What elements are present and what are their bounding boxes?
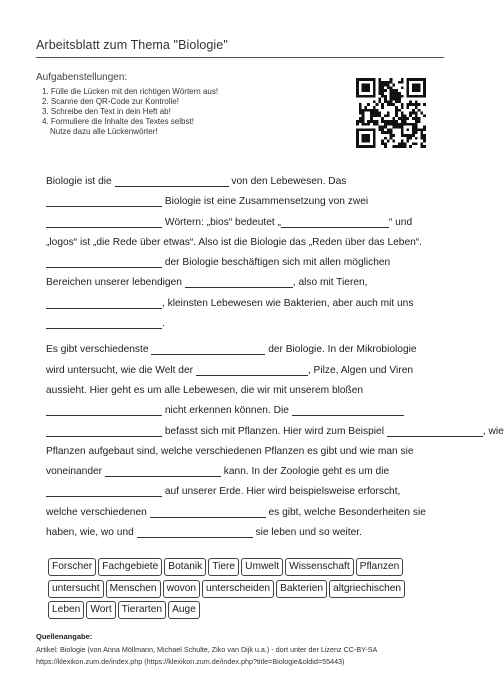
blank-field[interactable]	[137, 525, 253, 538]
blank-field[interactable]	[151, 342, 265, 355]
blank-field[interactable]	[196, 363, 308, 376]
blank-field[interactable]	[46, 215, 162, 228]
task-list	[42, 87, 218, 137]
word-chip[interactable]: Botanik	[164, 558, 206, 576]
word-bank-row	[48, 599, 438, 619]
word-chip[interactable]: Fachgebiete	[98, 558, 162, 576]
blank-field[interactable]	[105, 464, 221, 477]
text-line: voneinander kann. In der Zoologie geht es um die	[46, 466, 390, 478]
blank-field[interactable]	[281, 215, 389, 228]
text-line: haben, wie, wo und sie leben und so weiter.	[46, 527, 362, 539]
word-bank-row	[48, 578, 438, 598]
text-line: „logos“ ist „die Rede über etwas“. Also ist die Biologie das „Reden über das Leben“.	[46, 236, 423, 248]
word-chip[interactable]: Tierarten	[118, 601, 166, 619]
tasks-heading: Aufgabenstellungen:	[36, 72, 128, 83]
task-item-2: 2. Scanne den QR-Code zur Kontrolle!	[42, 97, 179, 106]
text-line: Bereichen unserer lebendigen , also mit Tieren,	[46, 277, 368, 289]
text-line: befasst sich mit Pflanzen. Hier wird zum Beispiel , wie	[46, 422, 436, 442]
word-chip[interactable]: Menschen	[106, 580, 161, 598]
word-chip[interactable]: Forscher	[48, 558, 96, 576]
text-line: Es gibt verschiedenste der Biologie. In der Mikrobiologie	[46, 344, 417, 356]
text-line: wird untersucht, wie die Welt der , Pilze, Algen und Viren	[46, 364, 414, 376]
blank-field[interactable]	[46, 403, 162, 416]
text-line: .	[46, 314, 436, 334]
blank-field[interactable]	[292, 403, 404, 416]
source-line: https://klexikon.zum.de/index.php (https://klexikon.zum.de/index.php?title=Biologie&oldid=55443)	[36, 657, 345, 666]
word-chip[interactable]: Auge	[168, 601, 200, 619]
text-line: Biologie ist die von den Lebewesen. Das	[46, 176, 347, 187]
word-chip[interactable]: Wissenschaft	[285, 558, 354, 576]
title-underline	[36, 57, 444, 58]
blank-field[interactable]	[150, 505, 266, 518]
blank-field[interactable]	[46, 484, 162, 497]
blank-field[interactable]	[46, 255, 162, 268]
word-chip[interactable]: wovon	[163, 580, 200, 598]
text-line: welche verschiedenen es gibt, welche Besonderheiten sie	[46, 506, 426, 518]
word-chip[interactable]: Tiere	[208, 558, 239, 576]
word-chip[interactable]: Wort	[86, 601, 115, 619]
word-chip[interactable]: unterscheiden	[202, 580, 274, 598]
blank-field[interactable]	[185, 275, 293, 288]
blank-field[interactable]	[46, 424, 162, 437]
task-item-3: 3. Schreibe den Text in dein Heft ab!	[42, 107, 171, 116]
word-chip[interactable]: untersucht	[48, 580, 104, 598]
qr-code-icon	[356, 78, 426, 148]
text-line: Pflanzen aufgebaut sind, welche verschiedenen Pflanzen es gibt und wie man sie	[46, 445, 414, 457]
cloze-text	[46, 172, 504, 543]
page-title: Arbeitsblatt zum Thema "Biologie"	[36, 38, 228, 52]
text-line: auf unserer Erde. Hier wird beispielsweise erforscht,	[46, 482, 436, 502]
task-item-4-continued: Nutze dazu alle Lückenwörter!	[50, 127, 158, 136]
text-line: aussieht. Hier geht es um alle Lebewesen, die wir mit unserem bloßen	[46, 384, 364, 396]
text-line: der Biologie beschäftigen sich mit allen möglichen	[46, 253, 436, 273]
source-line: Artikel: Biologie (von Anna Möllmann, Michael Schulte, Ziko van Dijk u.a.) - dort unter der Lizenz CC-BY-SA	[36, 645, 378, 654]
word-bank	[48, 556, 438, 621]
blank-field[interactable]	[46, 316, 162, 329]
text-line: nicht erkennen können. Die	[46, 401, 436, 421]
word-chip[interactable]: Leben	[48, 601, 84, 619]
task-item-4: 4. Formuliere die Inhalte des Textes selbst!	[42, 117, 194, 126]
text-line: Wörtern: „bios“ bedeutet „ “ und	[46, 213, 436, 233]
blank-field[interactable]	[46, 296, 162, 309]
word-chip[interactable]: altgriechischen	[329, 580, 405, 598]
blank-field[interactable]	[46, 194, 162, 207]
word-chip[interactable]: Bakterien	[276, 580, 327, 598]
word-chip[interactable]: Umwelt	[241, 558, 283, 576]
blank-field[interactable]	[387, 424, 483, 437]
word-chip[interactable]: Pflanzen	[356, 558, 404, 576]
text-line: , kleinsten Lebewesen wie Bakterien, aber auch mit uns	[46, 294, 436, 314]
sources-heading: Quellenangabe:	[36, 632, 93, 641]
text-line: Biologie ist eine Zusammensetzung von zwei	[46, 192, 436, 212]
blank-field[interactable]	[115, 174, 229, 187]
word-bank-row	[48, 556, 438, 576]
task-item-1: 1. Fülle die Lücken mit den richtigen Wörtern aus!	[42, 87, 219, 96]
